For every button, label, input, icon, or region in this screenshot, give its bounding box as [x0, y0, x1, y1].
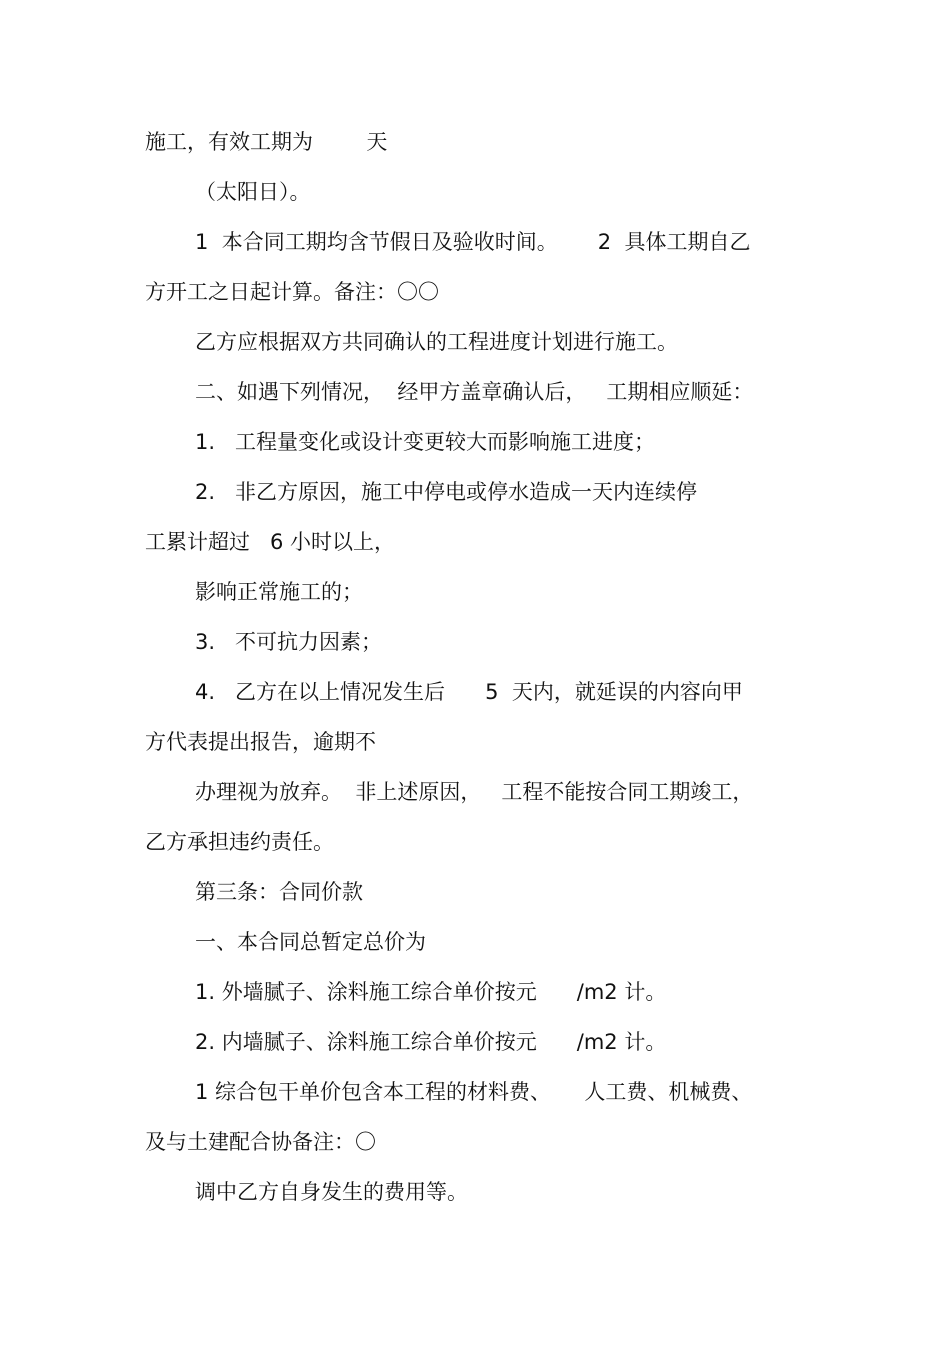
- text-line: 方代表提出报告，逾期不: [145, 730, 376, 754]
- text-line: 调中乙方自身发生的费用等。: [195, 1180, 468, 1204]
- text-line: 乙方承担违约责任。: [145, 830, 334, 854]
- text-line: （太阳日）。: [195, 180, 311, 204]
- section-heading: 第三条：合同价款: [195, 880, 363, 904]
- text-line: 影响正常施工的；: [195, 580, 363, 604]
- text-line: 2. 内墙腻子、涂料施工综合单价按元 /m2 计。: [195, 1030, 667, 1054]
- text-line: 1 本合同工期均含节假日及验收时间。 2 具体工期自乙: [195, 230, 751, 254]
- text-line: 1 综合包干单价包含本工程的材料费、 人工费、机械费、: [195, 1080, 753, 1104]
- text-line: 4. 乙方在以上情况发生后 5 天内，就延误的内容向甲: [195, 680, 743, 704]
- text-line: 乙方应根据双方共同确认的工程进度计划进行施工。: [195, 330, 678, 354]
- text-line: 施工，有效工期为 天: [145, 130, 388, 154]
- text-line: 1. 外墙腻子、涂料施工综合单价按元 /m2 计。: [195, 980, 667, 1004]
- text-line: 二、如遇下列情况， 经甲方盖章确认后， 工期相应顺延：: [195, 380, 754, 404]
- text-line: 2. 非乙方原因，施工中停电或停水造成一天内连续停: [195, 480, 698, 504]
- text-line: 及与土建配合协备注：〇: [145, 1130, 376, 1154]
- text-line: 1. 工程量变化或设计变更较大而影响施工进度；: [195, 430, 656, 454]
- text-line: 办理视为放弃。 非上述原因， 工程不能按合同工期竣工，: [195, 780, 754, 804]
- text-line: 一、本合同总暂定总价为: [195, 930, 426, 954]
- text-line: 方开工之日起计算。备注：〇〇: [145, 280, 439, 304]
- text-line: 3. 不可抗力因素；: [195, 630, 383, 654]
- text-line: 工累计超过 6 小时以上，: [145, 530, 396, 554]
